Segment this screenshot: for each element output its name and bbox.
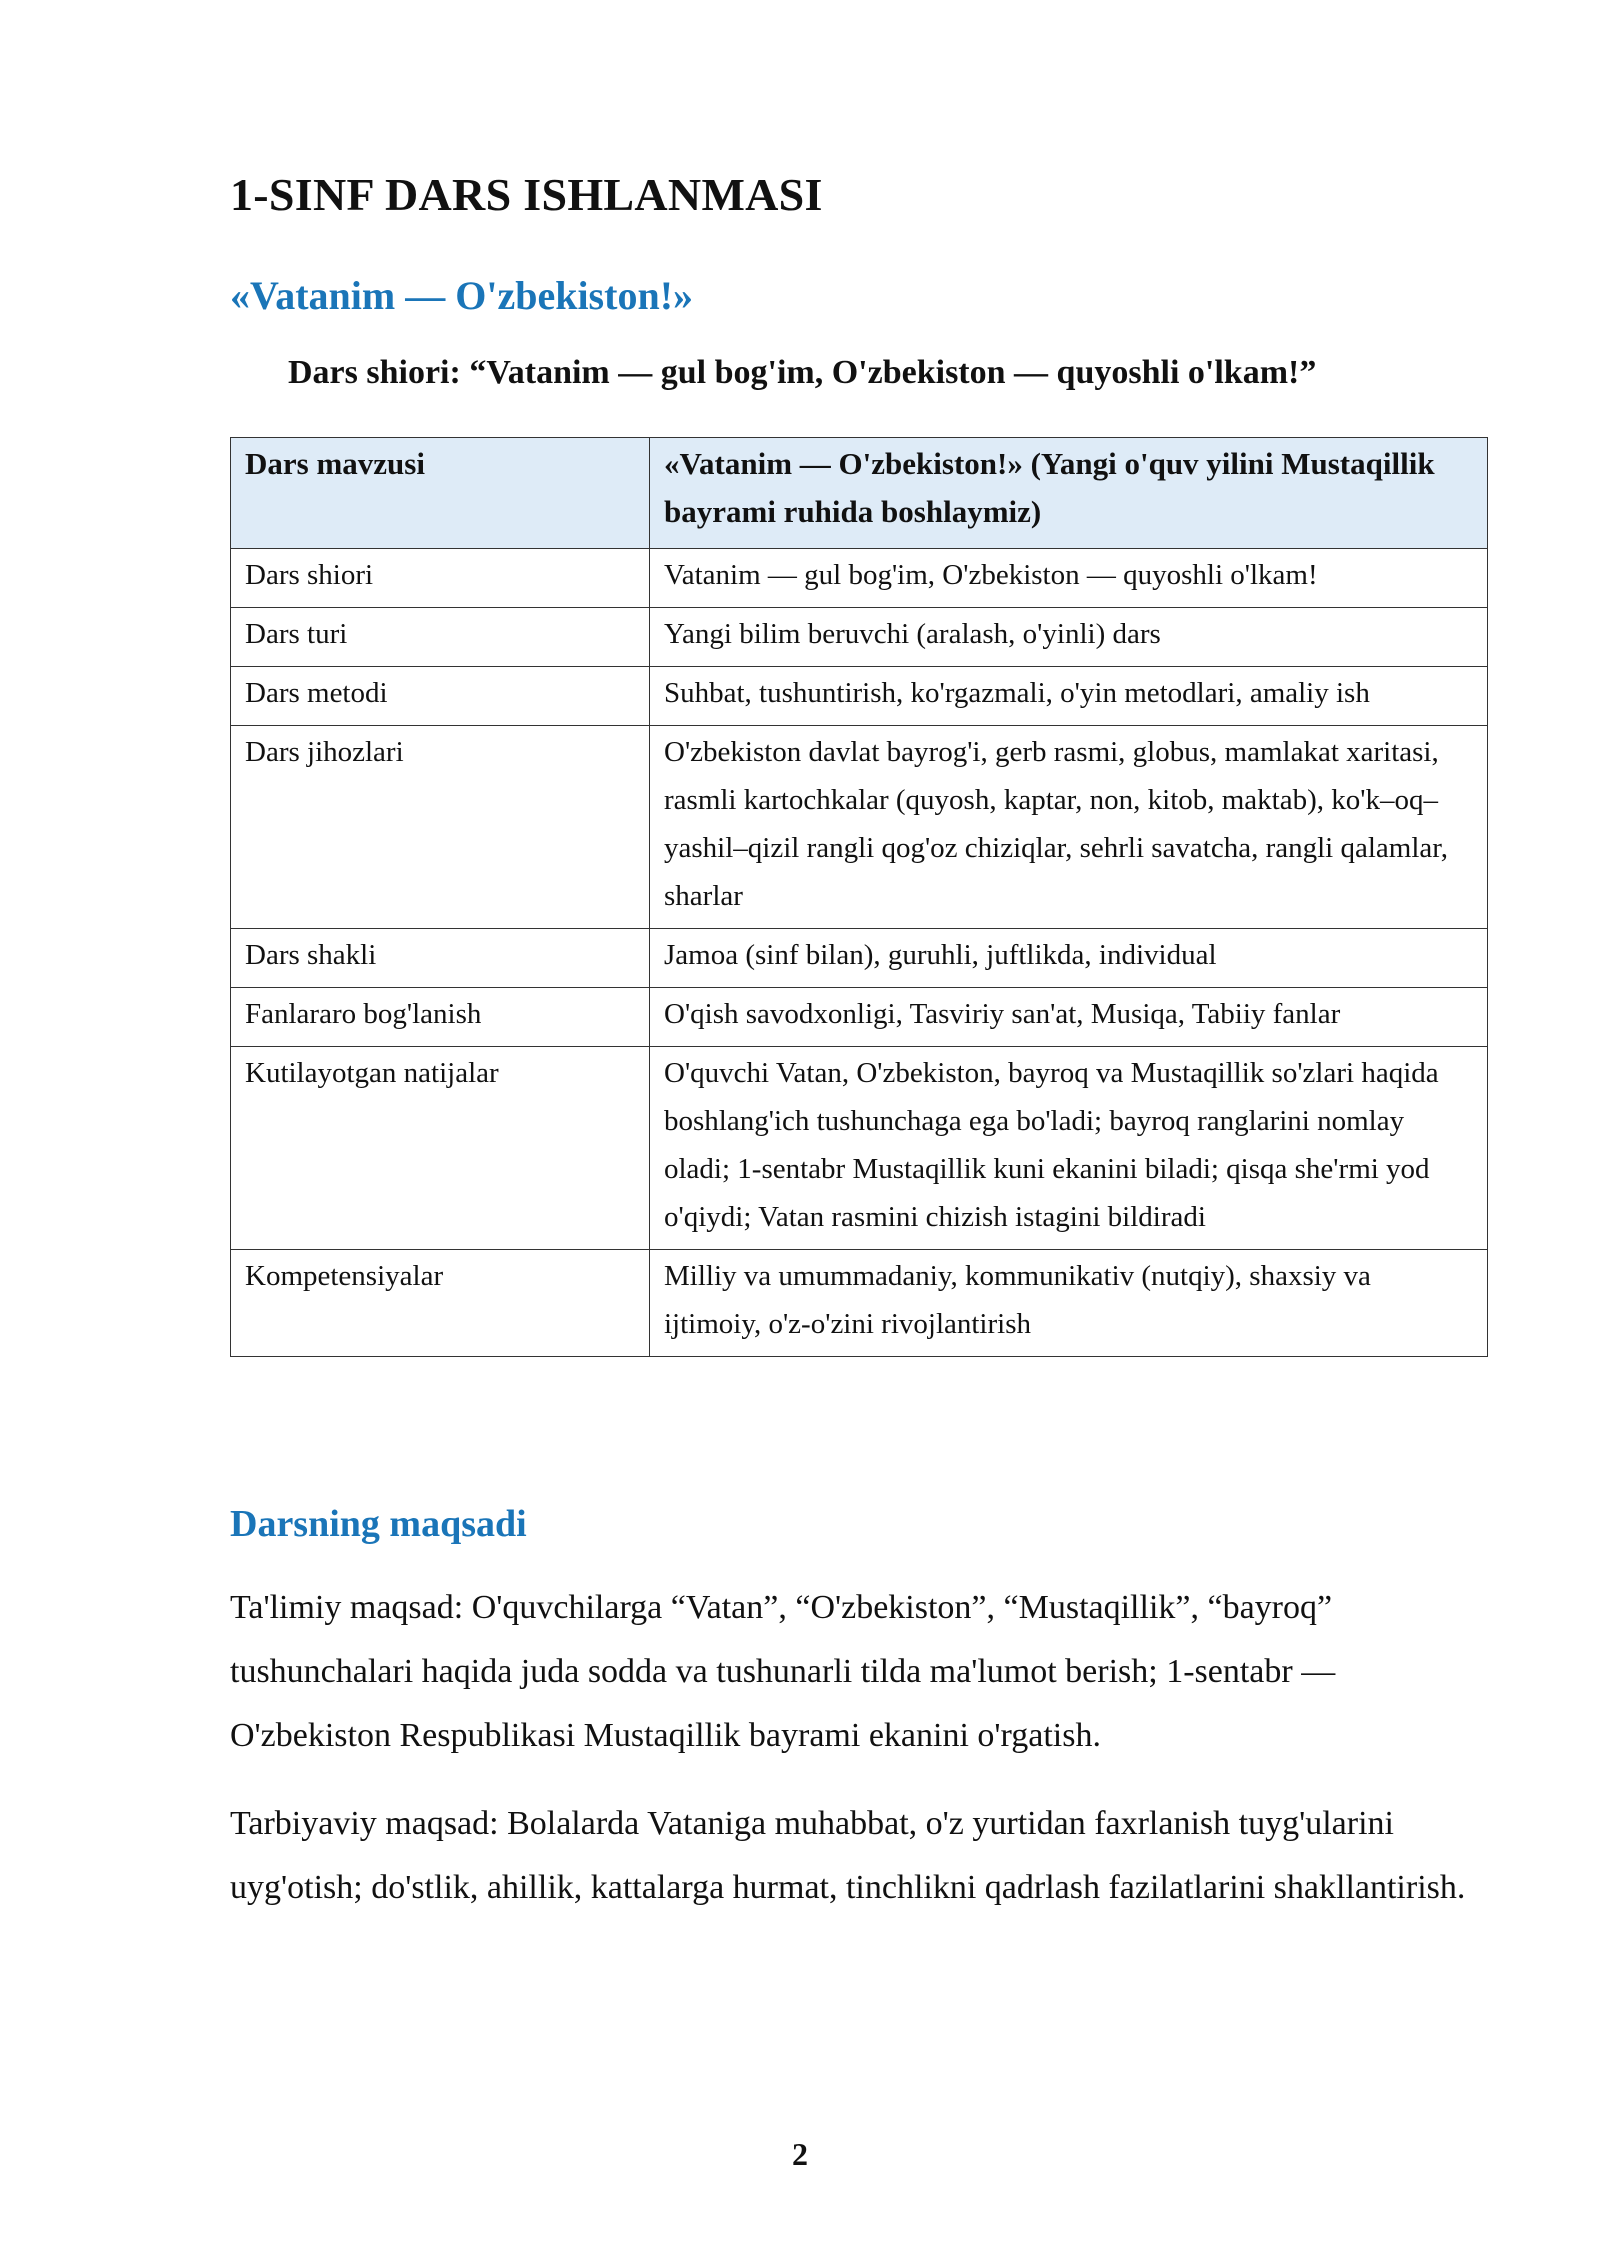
table-row [231,726,1488,929]
table-cell-label: Dars turi [231,608,650,667]
table-cell-value: O'qish savodxonligi, Tasviriy san'at, Musiqa, Tabiiy fanlar [650,988,1488,1047]
table-cell-label: Dars shiori [231,549,650,608]
table-cell-value: Jamoa (sinf bilan), guruhli, juftlikda, individual [650,929,1488,988]
table-row [231,929,1488,988]
document-title: 1-SINF DARS ISHLANMASI [230,169,823,220]
goals-heading: Darsning maqsadi [230,1503,527,1545]
table-row [231,1047,1488,1250]
table-cell-label: Fanlararo bog'lanish [231,988,650,1047]
page-number: 2 [792,2136,808,2172]
lesson-subtitle: «Vatanim — O'zbekiston!» [230,273,694,318]
table-row [231,1250,1488,1357]
table-row [231,667,1488,726]
table-cell-value: Yangi bilim beruvchi (aralash, o'yinli) dars [650,608,1488,667]
table-cell-label: Dars metodi [231,667,650,726]
upbringing-goal-paragraph: Tarbiyaviy maqsad: Bolalarda Vataniga muhabbat, o'z yurtidan faxrlanish tuyg'ularini uyg'otish; do'stlik, ahillik, kattalarga hurmat, tinchlikni qadrlash fazilatlarini shakllantirish. [230,1805,1466,1906]
lesson-info-table [230,437,1488,1357]
table-row [231,549,1488,608]
table-cell-value: O'quvchi Vatan, O'zbekiston, bayroq va Mustaqillik so'zlari haqida boshlang'ich tushunchaga ega bo'ladi; bayroq ranglarini nomlay oladi; 1-sentabr Mustaqillik kuni ekanini biladi; qisqa she'rmi yod o'qiydi; Vatan rasmini chizish istagini bildiradi [650,1047,1488,1250]
table-cell-label: Dars jihozlari [231,726,650,929]
table-row [231,608,1488,667]
table-cell-value: Suhbat, tushuntirish, ko'rgazmali, o'yin metodlari, amaliy ish [650,667,1488,726]
table-cell-value: O'zbekiston davlat bayrog'i, gerb rasmi, globus, mamlakat xaritasi, rasmli kartochkalar (quyosh, kaptar, non, kitob, maktab), ko'k–oq–yashil–qizil rangli qog'oz chiziqlar, sehrli savatcha, rangli qalamlar, sharlar [650,726,1488,929]
table-cell-label: Kutilayotgan natijalar [231,1047,650,1250]
table-cell-value: «Vatanim — O'zbekiston!» (Yangi o'quv yilini Mustaqillik bayrami ruhida boshlaymiz) [650,438,1488,549]
educational-goal-paragraph: Ta'limiy maqsad: O'quvchilarga “Vatan”, “O'zbekiston”, “Mustaqillik”, “bayroq” tushunchalari haqida juda sodda va tushunarli tilda ma'lumot berish; 1-sentabr — O'zbekiston Respublikasi Mustaqillik bayrami ekanini o'rgatish. [230,1589,1336,1754]
table-row [231,988,1488,1047]
table-cell-label: Dars shakli [231,929,650,988]
lesson-motto: Dars shiori: “Vatanim — gul bog'im, O'zbekiston — quyoshli o'lkam!” [288,354,1317,391]
table-header-row [231,438,1488,549]
table-cell-label: Dars mavzusi [231,438,650,549]
table-cell-label: Kompetensiyalar [231,1250,650,1357]
table-cell-value: Milliy va umummadaniy, kommunikativ (nutqiy), shaxsiy va ijtimoiy, o'z-o'zini rivojlantirish [650,1250,1488,1357]
table-cell-value: Vatanim — gul bog'im, O'zbekiston — quyoshli o'lkam! [650,549,1488,608]
